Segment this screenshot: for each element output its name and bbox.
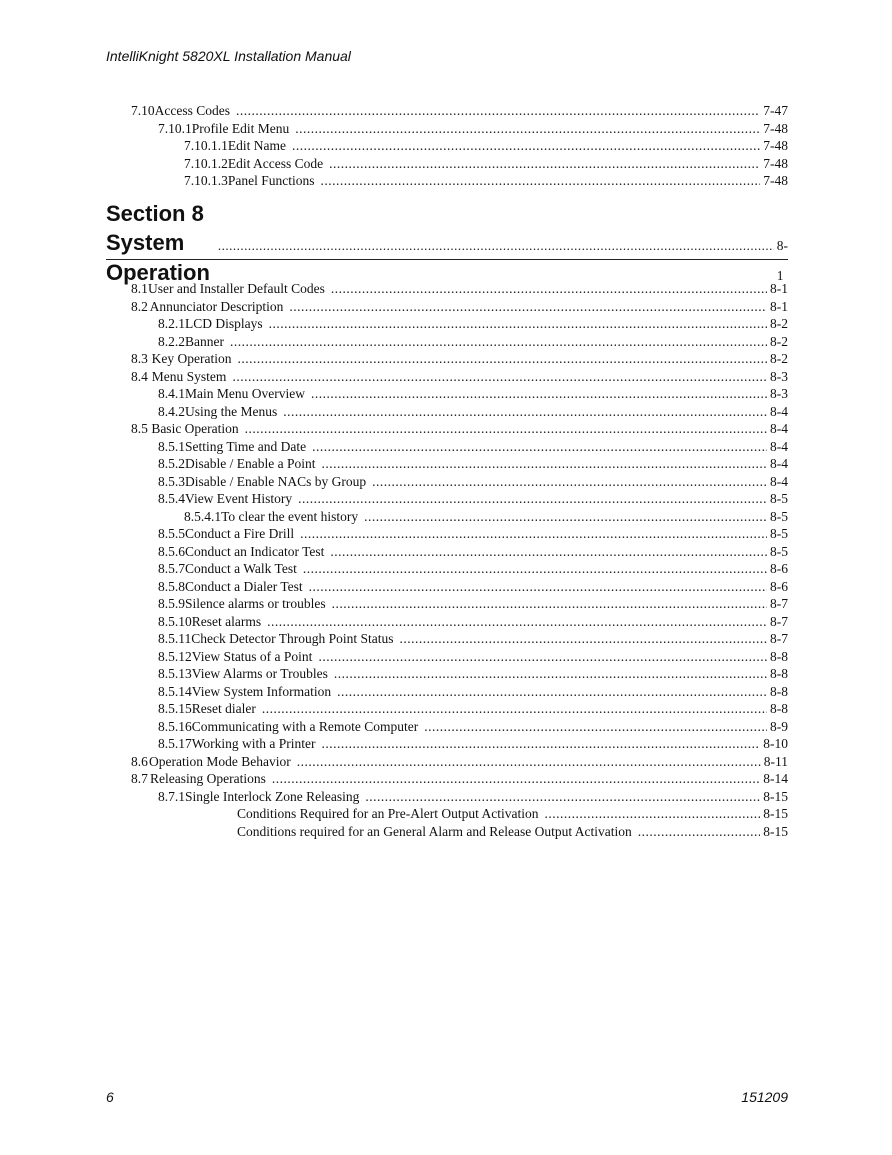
toc-entry-title: View System Information [191, 683, 332, 699]
toc-entry[interactable] [0, 700, 892, 718]
toc-entry-page: 8-4 [770, 438, 788, 454]
section-title-row[interactable] [106, 228, 788, 285]
toc-entry[interactable] [0, 368, 892, 386]
toc-entry-page: 7-48 [763, 120, 788, 136]
toc-entry[interactable] [0, 420, 892, 438]
dot-leader [332, 595, 767, 613]
toc-entry[interactable] [0, 648, 892, 666]
toc-entry-title: Conduct a Fire Drill [185, 526, 295, 541]
toc-entry-page: 8-1 [770, 298, 788, 314]
toc-entry-number: 8.5.2 [158, 456, 185, 471]
toc-entry-page: 8-5 [770, 491, 788, 506]
toc-entry[interactable] [0, 438, 892, 456]
toc-entry-title: Silence alarms or troubles [185, 596, 326, 611]
toc-entry-title: User and Installer Default Codes [147, 281, 325, 296]
dot-leader [334, 665, 767, 683]
toc-entry-page: 8-14 [763, 771, 788, 786]
toc-entry[interactable] [0, 137, 892, 155]
dot-leader [300, 525, 767, 543]
dot-leader [318, 648, 767, 666]
dot-leader [329, 155, 760, 173]
toc-entry-number: 8.5.17 [158, 736, 192, 751]
toc-entry-page: 7-48 [763, 173, 788, 188]
toc-entry-title: Access Codes [154, 103, 230, 118]
toc-entry[interactable] [0, 508, 892, 526]
toc-entry[interactable] [0, 560, 892, 578]
dot-leader [322, 735, 761, 753]
toc-entry[interactable] [0, 490, 892, 508]
toc-entry-number: 7.10 [131, 103, 155, 118]
toc-entry-number: 8.5.16 [158, 718, 192, 734]
dot-leader [309, 578, 767, 596]
toc-entry-page: 8-1 [770, 281, 788, 296]
section-page-number: 8-1 [776, 238, 788, 283]
section-heading [106, 200, 788, 285]
dot-leader [372, 473, 767, 491]
toc-entry-title: LCD Displays [185, 316, 263, 331]
toc-entry-title: Single Interlock Zone Releasing [185, 788, 360, 804]
toc-entry-title: Using the Menus [185, 403, 278, 419]
toc-entry-page: 8-6 [770, 578, 788, 594]
dot-leader [312, 438, 767, 456]
toc-entry[interactable] [0, 333, 892, 351]
toc-entry-number: 8.5.11 [158, 631, 192, 646]
dot-leader [424, 718, 767, 736]
dot-leader [303, 560, 767, 578]
toc-entry-title: Conduct a Dialer Test [185, 578, 303, 594]
toc-entry[interactable] [0, 525, 892, 543]
toc-entry[interactable] [0, 102, 892, 120]
dot-leader [292, 137, 760, 155]
dot-leader [331, 280, 767, 298]
toc-entry-title: Operation Mode Behavior [149, 753, 291, 769]
toc-entry-page: 8-15 [763, 806, 788, 821]
dot-leader [364, 508, 767, 526]
toc-entry[interactable] [0, 788, 892, 806]
toc-entry-number: 8.3 [131, 351, 148, 366]
dot-leader [297, 753, 761, 771]
toc-entry-page: 8-7 [770, 631, 788, 646]
dot-leader [232, 368, 767, 386]
toc-entry-title: Reset dialer [191, 701, 256, 716]
toc-entry[interactable] [0, 350, 892, 368]
toc-entry-number: 8.5.5 [158, 526, 185, 541]
toc-entry[interactable] [0, 753, 892, 771]
toc-entry[interactable] [0, 578, 892, 596]
toc-entry-title: Main Menu Overview [185, 386, 305, 401]
toc-entry-page: 8-6 [770, 561, 788, 576]
toc-entry[interactable] [0, 298, 892, 316]
toc-entry-page: 7-47 [763, 103, 788, 118]
toc-entry[interactable] [0, 683, 892, 701]
toc-entry[interactable] [0, 455, 892, 473]
toc-entry-number: 8.5.7 [158, 561, 185, 576]
toc-entry-page: 8-4 [770, 421, 788, 436]
dot-leader [283, 403, 767, 421]
toc-entry[interactable] [0, 315, 892, 333]
toc-entry-title: View Alarms or Troubles [191, 666, 328, 681]
toc-entry-title: Edit Access Code [227, 155, 324, 171]
toc-entry-number: 8.7 [131, 771, 148, 786]
toc-entry-number: 8.6 [131, 753, 148, 769]
toc-entry-number: 8.2.1 [158, 316, 185, 331]
toc-entry-number: 8.4.2 [158, 403, 185, 419]
toc-section-8 [0, 280, 892, 840]
toc-entry-page: 8-9 [770, 718, 788, 734]
toc-entry-title: Disable / Enable NACs by Group [185, 473, 367, 489]
toc-entry-title: Reset alarms [191, 613, 262, 629]
dot-leader [267, 613, 767, 631]
toc-entry-title: View Event History [185, 491, 293, 506]
toc-entry-page: 8-4 [770, 456, 788, 471]
toc-entry-number: 8.5.15 [158, 701, 192, 716]
toc-entry-page: 8-11 [763, 753, 788, 769]
toc-entry[interactable] [0, 665, 892, 683]
toc-entry-number: 8.5.3 [158, 473, 185, 489]
dot-leader [269, 315, 767, 333]
toc-entry[interactable] [0, 718, 892, 736]
toc-entry[interactable] [0, 172, 892, 190]
dot-leader [321, 455, 767, 473]
toc-entry-page: 7-48 [763, 138, 788, 153]
toc-entry-title: Communicating with a Remote Computer [191, 718, 419, 734]
toc-entry-page: 8-15 [763, 823, 788, 839]
toc-entry-number: 8.5.4 [158, 491, 185, 506]
dot-leader [295, 120, 760, 138]
dot-leader [237, 350, 767, 368]
toc-entry-page: 8-2 [770, 351, 788, 366]
toc-entry-number: 7.10.1.1 [184, 138, 228, 153]
footer-page-number: 6 [106, 1089, 114, 1105]
toc-entry-title: Conduct a Walk Test [185, 561, 297, 576]
toc-entry-page: 8-10 [763, 736, 788, 751]
toc-entry-number: 8.5.12 [158, 648, 192, 664]
toc-entry-number: 8.2.2 [158, 333, 185, 349]
toc-entry-title: View Status of a Point [191, 648, 313, 664]
dot-leader [298, 490, 767, 508]
dot-leader [236, 102, 760, 120]
toc-entry-title: Releasing Operations [150, 771, 266, 786]
section-label: Section 8 [106, 201, 204, 226]
dot-leader [330, 543, 767, 561]
toc-entry[interactable] [0, 805, 892, 823]
toc-entry-page: 8-4 [770, 403, 788, 419]
toc-entry[interactable] [0, 630, 892, 648]
toc-entry[interactable] [0, 280, 892, 298]
dot-leader [544, 805, 760, 823]
toc-entry-title: Conditions required for an General Alarm and Release Output Activation [237, 823, 632, 839]
dot-leader [245, 420, 767, 438]
dot-leader [230, 333, 767, 351]
toc-entry[interactable] [0, 770, 892, 788]
toc-entry-number: 8.5.1 [158, 438, 185, 454]
toc-entry-number: 8.5 [131, 421, 148, 436]
toc-entry[interactable] [0, 613, 892, 631]
dot-leader [272, 770, 760, 788]
dot-leader [289, 298, 767, 316]
toc-entry-title: Basic Operation [151, 421, 239, 436]
toc-entry-title: To clear the event history [221, 508, 359, 524]
toc-entry[interactable] [0, 385, 892, 403]
running-header: IntelliKnight 5820XL Installation Manual [106, 48, 351, 64]
toc-entry-number: 8.5.8 [158, 578, 185, 594]
toc-entry-title: Menu System [151, 368, 227, 384]
toc-entry-page: 8-8 [770, 666, 788, 681]
toc-entry-number: 8.5.4.1 [184, 508, 222, 524]
toc-entry[interactable] [0, 595, 892, 613]
toc-entry-page: 8-8 [770, 648, 788, 664]
toc-entry[interactable] [0, 403, 892, 421]
toc-entry-number: 7.10.1.3 [184, 173, 228, 188]
toc-entry-page: 8-4 [770, 473, 788, 489]
toc-entry-page: 8-8 [770, 683, 788, 699]
toc-entry-title: Annunciator Description [149, 298, 284, 314]
toc-entry-number: 8.4.1 [158, 386, 185, 401]
toc-entry-number: 8.5.14 [158, 683, 192, 699]
toc-entry[interactable] [0, 155, 892, 173]
dot-leader [321, 172, 761, 190]
toc-entry-page: 8-3 [770, 368, 788, 384]
toc-entry-page: 7-48 [763, 155, 788, 171]
toc-continued-section-7 [0, 102, 892, 190]
toc-entry-number: 8.5.13 [158, 666, 192, 681]
toc-entry-page: 8-5 [770, 526, 788, 541]
toc-entry-number: 8.2 [131, 298, 148, 314]
toc-entry-page: 8-2 [770, 333, 788, 349]
toc-entry-number: 7.10.1.2 [184, 155, 228, 171]
toc-entry-page: 8-15 [763, 788, 788, 804]
toc-entry-number: 8.5.10 [158, 613, 192, 629]
toc-entry-number: 8.4 [131, 368, 148, 384]
toc-entry[interactable] [0, 543, 892, 561]
toc-entry[interactable] [0, 120, 892, 138]
toc-entry-number: 8.7.1 [158, 788, 185, 804]
toc-entry-number: 8.5.6 [158, 543, 185, 559]
dot-leader [218, 231, 774, 261]
toc-entry-title: Working with a Printer [191, 736, 316, 751]
section-divider [106, 259, 788, 260]
toc-entry-page: 8-7 [770, 596, 788, 611]
dot-leader [399, 630, 767, 648]
toc-entry-page: 8-5 [770, 543, 788, 559]
toc-entry-page: 8-7 [770, 613, 788, 629]
toc-entry-number: 8.1 [131, 281, 148, 296]
footer-document-number: 151209 [741, 1089, 788, 1105]
toc-entry-title: Conditions Required for an Pre-Alert Output Activation [237, 806, 539, 821]
toc-entry-page: 8-8 [770, 701, 788, 716]
toc-entry-title: Check Detector Through Point Status [191, 631, 394, 646]
dot-leader [337, 683, 767, 701]
toc-entry-title: Panel Functions [227, 173, 315, 188]
toc-entry-title: Key Operation [151, 351, 232, 366]
toc-entry-title: Conduct an Indicator Test [185, 543, 325, 559]
toc-entry-page: 8-3 [770, 386, 788, 401]
dot-leader [638, 823, 760, 841]
dot-leader [262, 700, 767, 718]
toc-entry-number: 7.10.1 [158, 120, 192, 136]
toc-entry-title: Profile Edit Menu [191, 120, 290, 136]
toc-entry-page: 8-2 [770, 316, 788, 331]
toc-entry[interactable] [0, 735, 892, 753]
toc-entry-title: Setting Time and Date [185, 438, 307, 454]
toc-entry[interactable] [0, 823, 892, 841]
toc-entry-title: Edit Name [227, 138, 286, 153]
toc-entry-title: Disable / Enable a Point [185, 456, 316, 471]
toc-entry-number: 8.5.9 [158, 596, 185, 611]
toc-entry[interactable] [0, 473, 892, 491]
toc-entry-page: 8-5 [770, 508, 788, 524]
dot-leader [311, 385, 767, 403]
toc-entry-title: Banner [185, 333, 224, 349]
section-title: System Operation [106, 230, 210, 285]
dot-leader [365, 788, 760, 806]
